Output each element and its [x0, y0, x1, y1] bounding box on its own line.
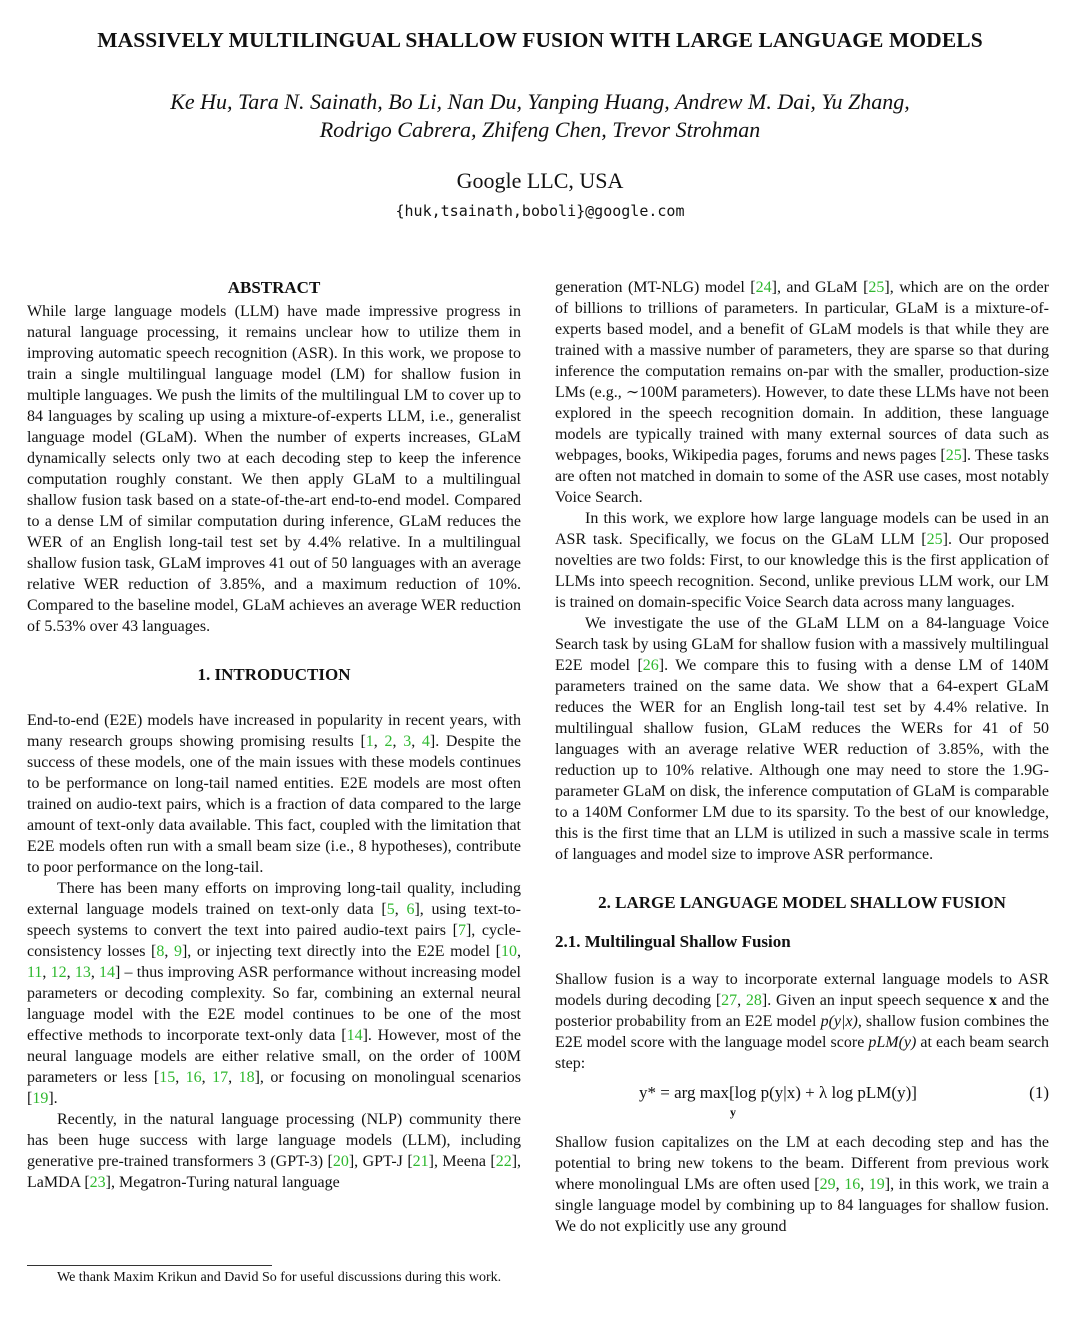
section-2-paragraph-1: Shallow fusion is a way to incorporate external language models to ASR models during decoding [27, 28]. Given an input speech sequence x and the posterior probability from an E2E model p(y|x), shallow fusion combines the E2E model score with the language model score pLM(y) at each beam search step:: [555, 971, 1050, 1072]
citation[interactable]: 16: [844, 1176, 861, 1193]
intro-paragraph-3-continued: generation (MT-NLG) model [24], and GLaM [25], which are on the order of billions to trillions of parameters. In particular, GLaM is a mixture-of-experts based model, and a benefit of GLaM models is that while they are trained with a massive number of parameters, they are sparse so that during inference the computation remains on-par with the smaller, production-size LMs (e.g., ∼100M parameters). However, to date these LLMs have not been explored in the speech recognition domain. In addition, these language models are typically trained with many external sources of data such as webpages, books, Wikipedia pages, forums and news pages [25]. These tasks are often not matched in domain to some of the ASR use cases, most notably Voice Search.: [555, 279, 1049, 506]
intro-paragraph-5: We investigate the use of the GLaM LLM on a 84-language Voice Search task by using GLaM for shallow fusion with a massively multilingual E2E model [26]. We compare this to fusing with a dense LM of 140M parameters trained on the same data. We show that a 64-expert GLaM reduces the WER for an English long-tail test set by 4.4% relative. In multilingual shallow fusion, GLaM reduces the WERs for 41 of 50 languages with an average relative WER reduction of 3.85%, with the reduction up to 10% relative. Although one may need to store the 1.9G-parameter GLaM on disk, the inference computation of GLaM is comparable to a 140M Conformer LM due to its sparsity. To the best of our knowledge, this is the first time that an LLM is utilized in such a massive scale in terms of languages and model size to improve ASR performance.: [555, 615, 1049, 863]
abstract-heading: ABSTRACT: [227, 278, 321, 297]
intro-paragraph-1: End-to-end (E2E) models have increased in popularity in recent years, with many research groups showing promising results [1, 2, 3, 4]. Despite the success of these models, one of the main issues with these models continues to be performance on long-tail named entities. E2E models are most often trained on audio-text pairs, which is a fraction of data compared to the large amount of text-only data available. This fact, coupled with the limitation that E2E models often run with a small beam size (i.e., 8 hypotheses), contribute to poor performance on the long-tail.: [27, 712, 522, 876]
author-line-2: Rodrigo Cabrera, Zhifeng Chen, Trevor Strohman: [319, 117, 761, 142]
subsection-2-1-heading: 2.1. Multilingual Shallow Fusion: [555, 932, 791, 951]
citation[interactable]: 13: [74, 964, 91, 981]
citation[interactable]: 21: [412, 1153, 429, 1170]
footnote-divider: [27, 1265, 272, 1266]
citation[interactable]: 9: [173, 943, 182, 960]
citation[interactable]: 17: [212, 1069, 229, 1086]
citation[interactable]: 25: [945, 447, 962, 464]
citation[interactable]: 14: [346, 1027, 363, 1044]
citation[interactable]: 19: [868, 1176, 885, 1193]
equation-argmax-subscript: y: [730, 1105, 736, 1119]
acknowledgement-footnote: We thank Maxim Krikun and David So for useful discussions during this work.: [57, 1270, 502, 1285]
citation[interactable]: 12: [50, 964, 67, 981]
citation[interactable]: 19: [32, 1090, 49, 1107]
introduction-heading: 1. INTRODUCTION: [197, 665, 351, 684]
citation[interactable]: 3: [403, 733, 412, 750]
author-email: {huk,tsainath,boboli}@google.com: [395, 202, 685, 220]
equation-body: y* = arg max[log p(y|x) + λ log pLM(y)]: [639, 1083, 917, 1102]
left-column: [27, 277, 521, 1193]
citation[interactable]: 24: [755, 279, 772, 296]
citation[interactable]: 5: [386, 901, 395, 918]
citation[interactable]: 20: [332, 1153, 349, 1170]
intro-paragraph-3: Recently, in the natural language processing (NLP) community there has been huge success with large language models (LLM), including generative pre-trained transformers 3 (GPT-3) [20], GPT-J [21], Meena [22], LaMDA [23], Megatron-Turing natural language: [27, 1111, 522, 1191]
citation[interactable]: 26: [642, 657, 659, 674]
section-2-heading: 2. LARGE LANGUAGE MODEL SHALLOW FUSION: [598, 893, 1006, 912]
citation[interactable]: 14: [99, 964, 116, 981]
citation[interactable]: 2: [384, 733, 393, 750]
author-line-1: Ke Hu, Tara N. Sainath, Bo Li, Nan Du, Yanping Huang, Andrew M. Dai, Yu Zhang,: [170, 89, 910, 114]
citation[interactable]: 4: [421, 733, 430, 750]
equation-1: [555, 1082, 1049, 1120]
citation[interactable]: 29: [819, 1176, 836, 1193]
citation[interactable]: 16: [185, 1069, 202, 1086]
citation[interactable]: 7: [457, 922, 466, 939]
intro-paragraph-2: There has been many efforts on improving long-tail quality, including external language models trained on text-only data [5, 6], using text-to-speech systems to convert the text into paired audio-text pairs [7], cycle-consistency losses [8, 9], or injecting text directly into the E2E model [10, 11, 12, 13, 14] – thus improving ASR performance without increasing model parameters or decoding complexity. So far, combining an external neural language model with the E2E model continues to be one of the most effective methods to incorporate text-only data [14]. However, most of the neural language models are either relative small, on the order of 100M parameters or less [15, 16, 17, 18], or focusing on monolingual scenarios [19].: [27, 880, 522, 1107]
right-column: [555, 277, 1049, 1237]
citation[interactable]: 22: [495, 1153, 512, 1170]
affiliation: Google LLC, USA: [456, 168, 624, 193]
author-list: [60, 88, 1020, 144]
citation[interactable]: 28: [745, 992, 762, 1009]
citation[interactable]: 25: [926, 531, 943, 548]
citation[interactable]: 10: [501, 943, 518, 960]
math-x: x: [988, 992, 997, 1009]
citation[interactable]: 8: [156, 943, 165, 960]
citation[interactable]: 25: [868, 279, 885, 296]
math-lm-score: pLM(y): [868, 1034, 917, 1051]
citation[interactable]: 18: [238, 1069, 255, 1086]
equation-number: (1): [1029, 1083, 1049, 1102]
math-posterior: p(y|x): [820, 1013, 858, 1030]
citation[interactable]: 1: [365, 733, 374, 750]
intro-paragraph-4: In this work, we explore how large language models can be used in an ASR task. Specifically, we focus on the GLaM LLM [25]. Our proposed novelties are two folds: First, to our knowledge this is the first application of LLMs into speech recognition. Second, unlike previous LLM work, our LM is trained on domain-specific Voice Search data across many languages.: [555, 510, 1050, 611]
abstract-text: While large language models (LLM) have made impressive progress in natural language processing, it remains unclear how to utilize them in improving automatic speech recognition (ASR). In this work, we propose to train a single multilingual language model (LM) for shallow fusion in multiple languages. We push the limits of the multilingual LM to cover up to 84 languages by scaling up using a mixture-of-experts LLM, i.e., generalist language model (GLaM). When the number of experts increases, GLaM dynamically selects only two at each decoding step to keep the inference computation roughly constant. We then apply GLaM to a multilingual shallow fusion task based on a state-of-the-art end-to-end model. Compared to a dense LM of similar computation during inference, GLaM reduces the WER of an English long-tail test set by 4.4% relative. In a multilingual shallow fusion task, GLaM improves 41 out of 50 languages with an average relative WER reduction of 3.85%, and a maximum reduction of 10%. Compared to the baseline model, GLaM achieves an average WER reduction of 5.53% over 43 languages.: [27, 303, 521, 635]
citation[interactable]: 11: [27, 964, 43, 981]
paper-title: MASSIVELY MULTILINGUAL SHALLOW FUSION WITH LARGE LANGUAGE MODELS: [97, 28, 983, 52]
citation[interactable]: 15: [159, 1069, 176, 1086]
citation[interactable]: 23: [89, 1174, 106, 1191]
citation[interactable]: 6: [406, 901, 415, 918]
section-2-paragraph-2: Shallow fusion capitalizes on the LM at each decoding step and has the potential to bring new tokens to the beam. Different from previous work where monolingual LMs are often used [29, 16, 19], in this work, we train a single language model by combining up to 84 languages for shallow fusion. We do not explicitly use any ground: [555, 1134, 1049, 1235]
citation[interactable]: 27: [721, 992, 738, 1009]
